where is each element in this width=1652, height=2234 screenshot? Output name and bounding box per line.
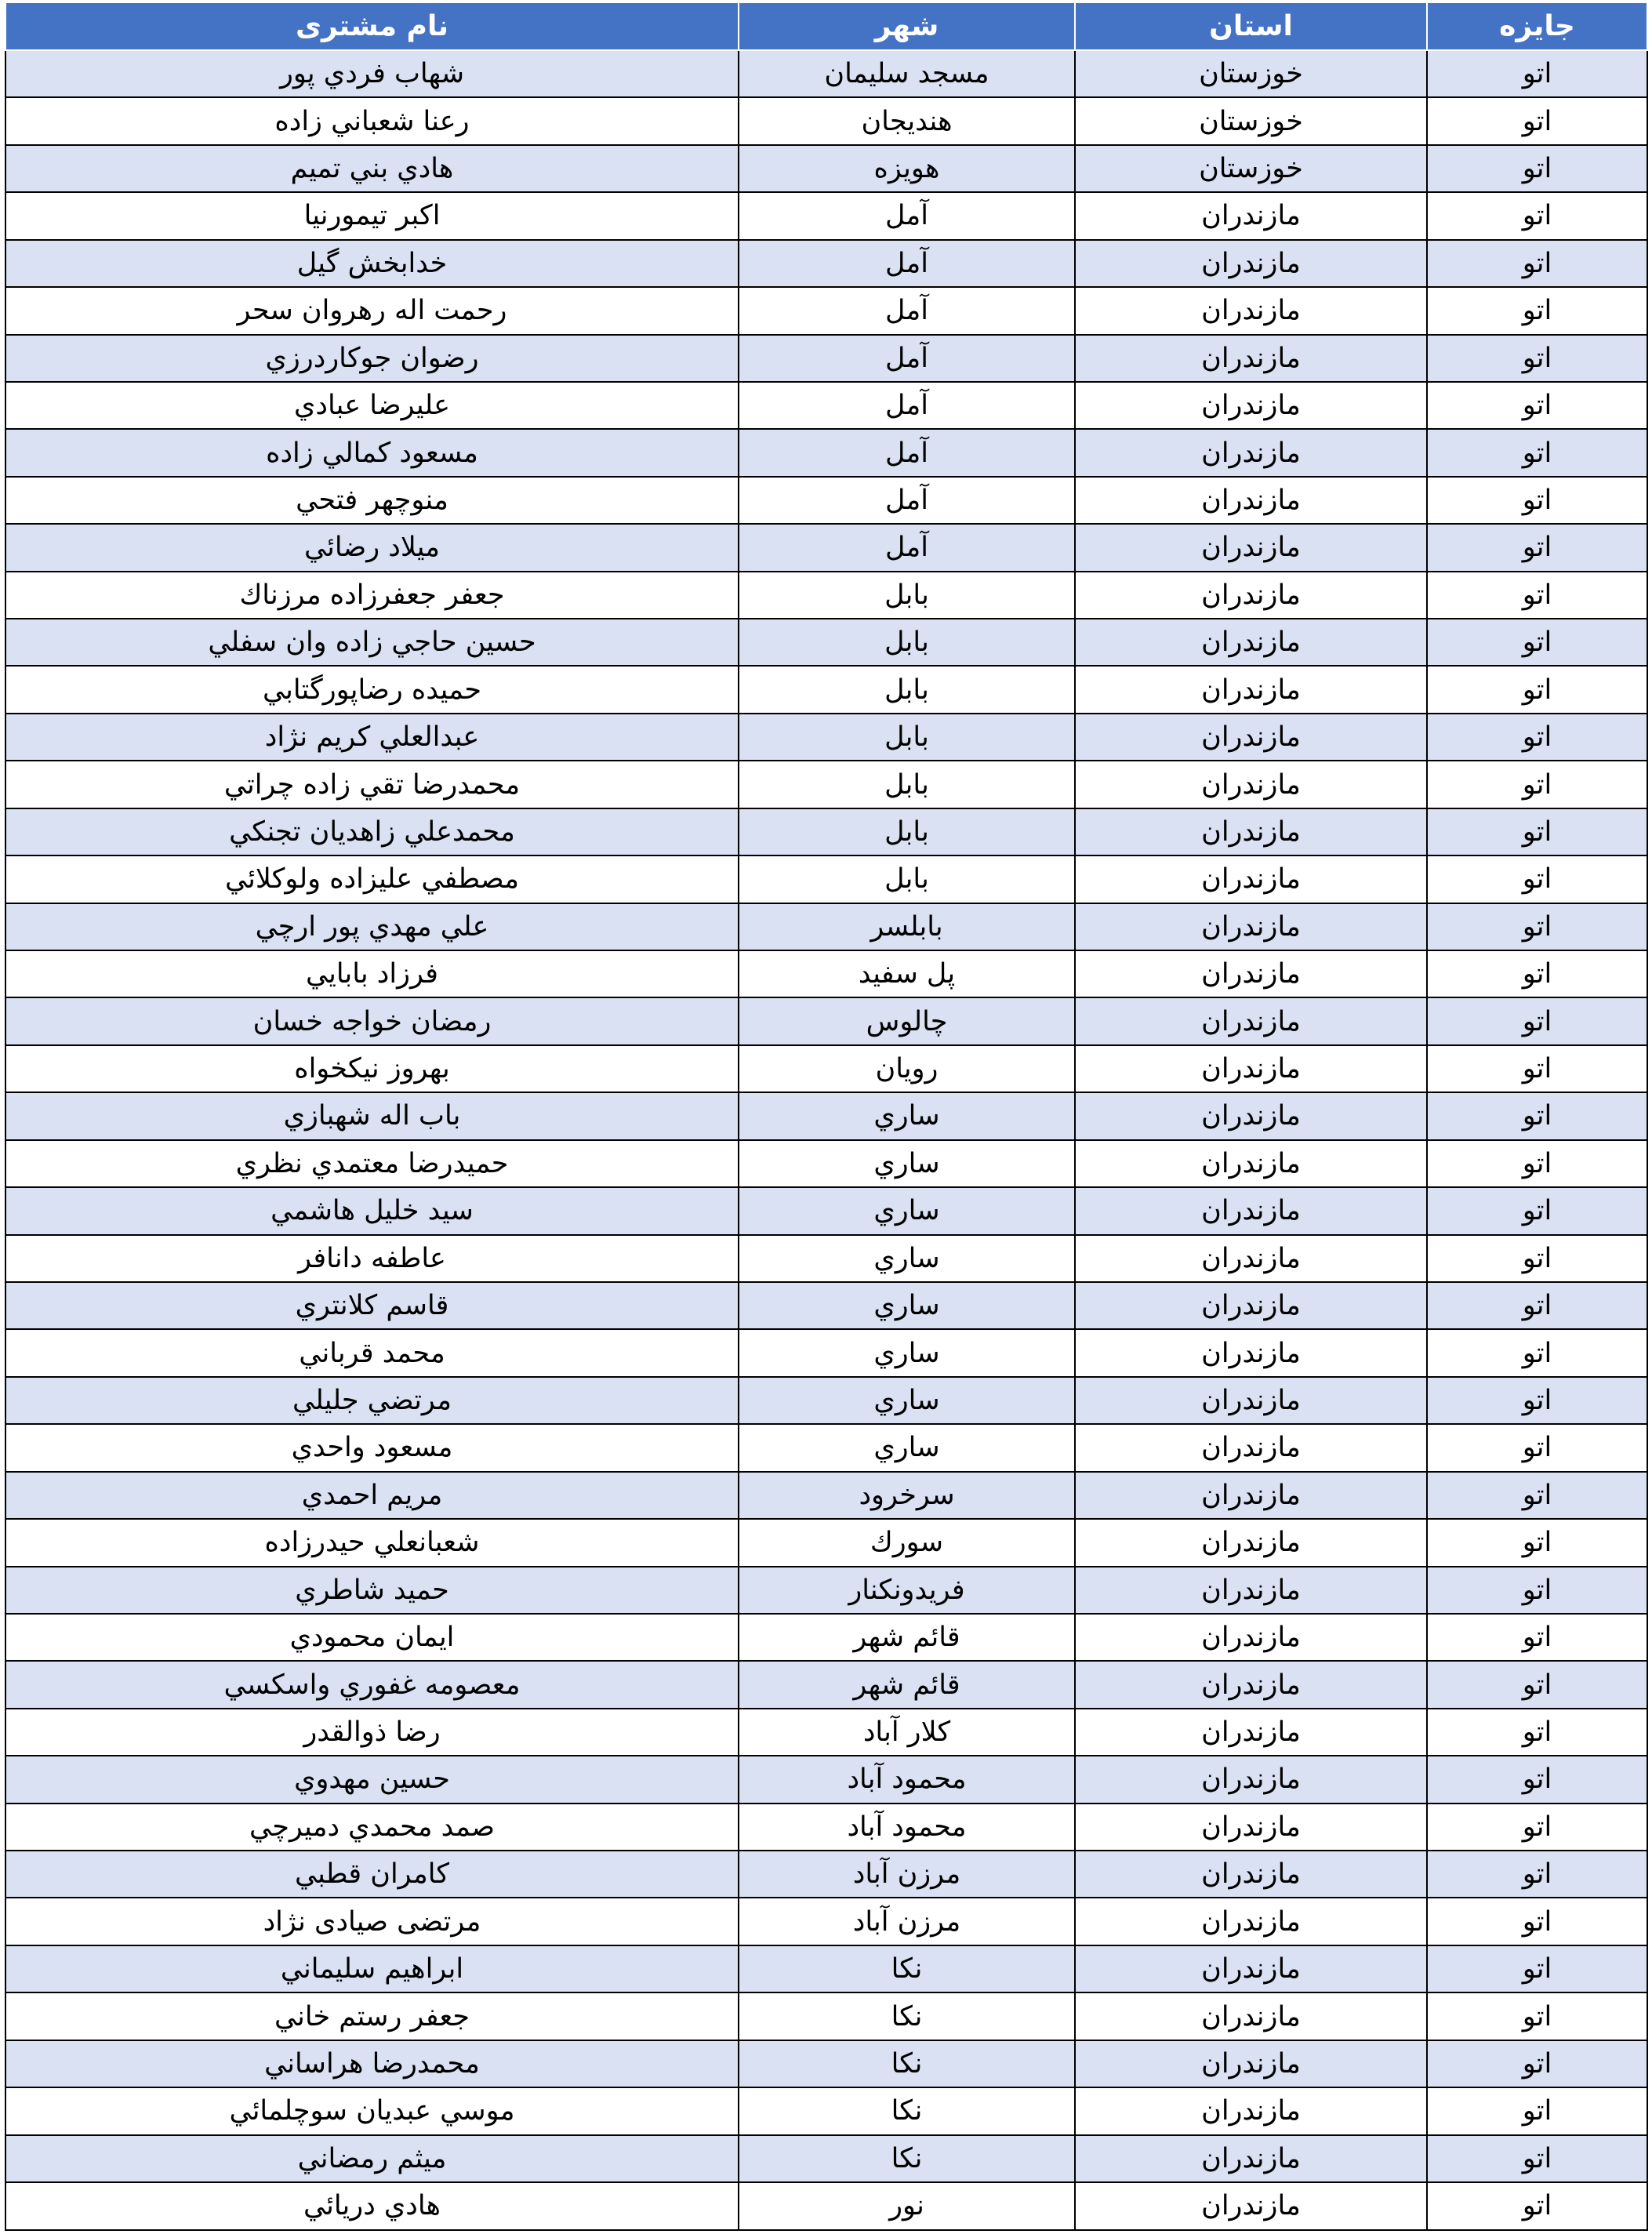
cell-province: خوزستان [1075, 50, 1427, 97]
cell-province: مازندران [1075, 572, 1427, 619]
cell-city: آمل [739, 429, 1075, 476]
cell-city: نكا [739, 2087, 1075, 2134]
cell-province: مازندران [1075, 903, 1427, 950]
header-row [5, 2, 1647, 50]
cell-city: ساري [739, 1329, 1075, 1376]
winners-table [5, 2, 1648, 2231]
cell-customer: هادي بني تميم [5, 145, 739, 192]
cell-customer: حميده رضاپورگتابي [5, 666, 739, 713]
table-row [5, 287, 1647, 334]
cell-city: مسجد سليمان [739, 50, 1075, 97]
cell-prize: اتو [1427, 1519, 1647, 1566]
table-row [5, 477, 1647, 524]
cell-province: مازندران [1075, 429, 1427, 476]
cell-customer: حسين مهدوي [5, 1756, 739, 1803]
cell-city: نور [739, 2182, 1075, 2230]
cell-province: مازندران [1075, 1709, 1427, 1756]
cell-province: مازندران [1075, 524, 1427, 571]
cell-customer: قاسم كلانتري [5, 1282, 739, 1329]
table-row [5, 1661, 1647, 1708]
cell-prize: اتو [1427, 1187, 1647, 1234]
cell-prize: اتو [1427, 808, 1647, 855]
table-row [5, 1424, 1647, 1471]
cell-customer: جعفر جعفرزاده مرزناك [5, 572, 739, 619]
cell-customer: رعنا شعباني زاده [5, 97, 739, 144]
cell-prize: اتو [1427, 477, 1647, 524]
cell-city: سورك [739, 1519, 1075, 1566]
cell-province: مازندران [1075, 2182, 1427, 2230]
cell-province: مازندران [1075, 192, 1427, 239]
cell-prize: اتو [1427, 429, 1647, 476]
header-customer: نام مشتری [5, 2, 739, 50]
cell-province: مازندران [1075, 666, 1427, 713]
cell-prize: اتو [1427, 1804, 1647, 1851]
table-row [5, 1614, 1647, 1661]
table-row [5, 1945, 1647, 1992]
cell-city: چالوس [739, 997, 1075, 1044]
cell-city: ساري [739, 1282, 1075, 1329]
cell-city: بابل [739, 714, 1075, 761]
cell-province: مازندران [1075, 1519, 1427, 1566]
cell-prize: اتو [1427, 1567, 1647, 1614]
cell-province: خوزستان [1075, 97, 1427, 144]
cell-customer: حسين حاجي زاده وان سفلي [5, 619, 739, 666]
cell-customer: عبدالعلي كريم نژاد [5, 714, 739, 761]
table-row [5, 1851, 1647, 1898]
cell-customer: عاطفه دانافر [5, 1235, 739, 1282]
cell-province: مازندران [1075, 1472, 1427, 1519]
cell-city: نكا [739, 1945, 1075, 1992]
cell-customer: علي مهدي پور ارچي [5, 903, 739, 950]
cell-province: مازندران [1075, 2135, 1427, 2182]
cell-customer: خدابخش گيل [5, 240, 739, 287]
table-row [5, 1282, 1647, 1329]
cell-city: هويزه [739, 145, 1075, 192]
cell-prize: اتو [1427, 524, 1647, 571]
cell-province: مازندران [1075, 1424, 1427, 1471]
cell-customer: ايمان محمودي [5, 1614, 739, 1661]
cell-city: ساري [739, 1377, 1075, 1424]
cell-customer: مرتضی صیادی نژاد [5, 1898, 739, 1945]
table-row [5, 1235, 1647, 1282]
cell-customer: محمد قرباني [5, 1329, 739, 1376]
table-row [5, 1140, 1647, 1187]
cell-province: مازندران [1075, 1804, 1427, 1851]
cell-province: مازندران [1075, 2040, 1427, 2087]
cell-prize: اتو [1427, 335, 1647, 382]
cell-city: ساري [739, 1424, 1075, 1471]
cell-customer: هادي دريائي [5, 2182, 739, 2230]
cell-city: بابل [739, 855, 1075, 903]
cell-city: محمود آباد [739, 1804, 1075, 1851]
cell-customer: مسعود واحدي [5, 1424, 739, 1471]
cell-province: مازندران [1075, 1282, 1427, 1329]
cell-customer: رحمت اله رهروان سحر [5, 287, 739, 334]
cell-customer: بهروز نيكخواه [5, 1045, 739, 1092]
cell-prize: اتو [1427, 1898, 1647, 1945]
cell-province: مازندران [1075, 335, 1427, 382]
cell-prize: اتو [1427, 1282, 1647, 1329]
cell-province: مازندران [1075, 1140, 1427, 1187]
cell-province: مازندران [1075, 950, 1427, 997]
cell-province: مازندران [1075, 2087, 1427, 2134]
cell-city: آمل [739, 192, 1075, 239]
table-row [5, 1709, 1647, 1756]
table-row [5, 1898, 1647, 1945]
cell-city: بابلسر [739, 903, 1075, 950]
cell-province: مازندران [1075, 1567, 1427, 1614]
table-row [5, 1377, 1647, 1424]
cell-prize: اتو [1427, 855, 1647, 903]
cell-province: مازندران [1075, 382, 1427, 429]
cell-customer: ميثم رمضاني [5, 2135, 739, 2182]
cell-province: مازندران [1075, 808, 1427, 855]
table-row [5, 808, 1647, 855]
cell-province: مازندران [1075, 240, 1427, 287]
cell-province: مازندران [1075, 714, 1427, 761]
cell-customer: شهاب فردي پور [5, 50, 739, 97]
cell-city: آمل [739, 524, 1075, 571]
cell-city: بابل [739, 666, 1075, 713]
cell-city: آمل [739, 477, 1075, 524]
table-row [5, 429, 1647, 476]
cell-customer: ابراهيم سليماني [5, 1945, 739, 1992]
cell-customer: رضا ذوالقدر [5, 1709, 739, 1756]
cell-customer: محمدرضا هراساني [5, 2040, 739, 2087]
table-row [5, 1519, 1647, 1566]
table-row [5, 950, 1647, 997]
cell-prize: اتو [1427, 1377, 1647, 1424]
cell-prize: اتو [1427, 1709, 1647, 1756]
table-row [5, 1045, 1647, 1092]
cell-prize: اتو [1427, 2182, 1647, 2230]
cell-prize: اتو [1427, 2040, 1647, 2087]
cell-city: بابل [739, 761, 1075, 808]
table-row [5, 903, 1647, 950]
cell-prize: اتو [1427, 240, 1647, 287]
cell-prize: اتو [1427, 903, 1647, 950]
cell-city: بابل [739, 619, 1075, 666]
cell-province: مازندران [1075, 287, 1427, 334]
cell-prize: اتو [1427, 1329, 1647, 1376]
cell-customer: حميدرضا معتمدي نظري [5, 1140, 739, 1187]
table-row [5, 2040, 1647, 2087]
cell-city: كلار آباد [739, 1709, 1075, 1756]
cell-prize: اتو [1427, 572, 1647, 619]
table-row [5, 666, 1647, 713]
cell-city: بابل [739, 572, 1075, 619]
cell-prize: اتو [1427, 1945, 1647, 1992]
cell-prize: اتو [1427, 1851, 1647, 1898]
cell-customer: مرتضي جليلي [5, 1377, 739, 1424]
header-province: استان [1075, 2, 1427, 50]
cell-city: آمل [739, 240, 1075, 287]
cell-customer: جعفر رستم خاني [5, 1992, 739, 2040]
table-row [5, 240, 1647, 287]
cell-customer: مريم احمدي [5, 1472, 739, 1519]
cell-customer: عليرضا عبادي [5, 382, 739, 429]
cell-customer: رمضان خواجه خسان [5, 997, 739, 1044]
table-row [5, 714, 1647, 761]
table-row [5, 1804, 1647, 1851]
cell-city: آمل [739, 287, 1075, 334]
cell-prize: اتو [1427, 382, 1647, 429]
cell-prize: اتو [1427, 192, 1647, 239]
cell-customer: محمدعلي زاهديان تجنكي [5, 808, 739, 855]
cell-city: فريدونكنار [739, 1567, 1075, 1614]
cell-customer: موسي عبديان سوچلمائي [5, 2087, 739, 2134]
cell-customer: اكبر تيمورنيا [5, 192, 739, 239]
cell-city: هنديجان [739, 97, 1075, 144]
cell-prize: اتو [1427, 1235, 1647, 1282]
cell-customer: رضوان جوكاردرزي [5, 335, 739, 382]
table-row [5, 335, 1647, 382]
cell-prize: اتو [1427, 1424, 1647, 1471]
table-row [5, 1092, 1647, 1139]
cell-city: قائم شهر [739, 1614, 1075, 1661]
table-row [5, 1756, 1647, 1803]
cell-province: مازندران [1075, 761, 1427, 808]
cell-city: بابل [739, 808, 1075, 855]
header-prize: جایزه [1427, 2, 1647, 50]
cell-province: مازندران [1075, 1945, 1427, 1992]
table-row [5, 97, 1647, 144]
table-row [5, 1472, 1647, 1519]
cell-city: رويان [739, 1045, 1075, 1092]
table-row [5, 50, 1647, 97]
cell-customer: حميد شاطري [5, 1567, 739, 1614]
cell-city: مرزن آباد [739, 1851, 1075, 1898]
cell-province: مازندران [1075, 855, 1427, 903]
cell-city: ساري [739, 1092, 1075, 1139]
cell-province: مازندران [1075, 1092, 1427, 1139]
cell-province: مازندران [1075, 1045, 1427, 1092]
cell-customer: ميلاد رضائي [5, 524, 739, 571]
cell-prize: اتو [1427, 950, 1647, 997]
cell-customer: مسعود كمالي زاده [5, 429, 739, 476]
cell-prize: اتو [1427, 1472, 1647, 1519]
cell-city: سرخرود [739, 1472, 1075, 1519]
cell-prize: اتو [1427, 1045, 1647, 1092]
cell-prize: اتو [1427, 619, 1647, 666]
cell-prize: اتو [1427, 997, 1647, 1044]
cell-prize: اتو [1427, 761, 1647, 808]
cell-prize: اتو [1427, 97, 1647, 144]
table-row [5, 524, 1647, 571]
table-row [5, 2087, 1647, 2134]
cell-city: آمل [739, 335, 1075, 382]
cell-customer: معصومه غفوري واسكسي [5, 1661, 739, 1708]
cell-prize: اتو [1427, 50, 1647, 97]
cell-province: مازندران [1075, 477, 1427, 524]
cell-province: مازندران [1075, 1898, 1427, 1945]
cell-prize: اتو [1427, 714, 1647, 761]
cell-province: مازندران [1075, 1614, 1427, 1661]
cell-prize: اتو [1427, 1092, 1647, 1139]
cell-city: نكا [739, 2135, 1075, 2182]
cell-province: مازندران [1075, 1756, 1427, 1803]
cell-city: پل سفيد [739, 950, 1075, 997]
cell-city: ساري [739, 1235, 1075, 1282]
cell-city: نكا [739, 2040, 1075, 2087]
table-row [5, 761, 1647, 808]
cell-province: مازندران [1075, 1992, 1427, 2040]
table-row [5, 2182, 1647, 2230]
cell-city: آمل [739, 382, 1075, 429]
cell-prize: اتو [1427, 2087, 1647, 2134]
table-row [5, 572, 1647, 619]
cell-prize: اتو [1427, 287, 1647, 334]
table-row [5, 619, 1647, 666]
cell-province: مازندران [1075, 619, 1427, 666]
cell-prize: اتو [1427, 1992, 1647, 2040]
cell-customer: صمد محمدي دميرچي [5, 1804, 739, 1851]
cell-city: ساري [739, 1140, 1075, 1187]
cell-city: ساري [739, 1187, 1075, 1234]
cell-province: مازندران [1075, 1235, 1427, 1282]
cell-prize: اتو [1427, 2135, 1647, 2182]
table-row [5, 997, 1647, 1044]
header-city: شهر [739, 2, 1075, 50]
cell-customer: شعبانعلي حيدرزاده [5, 1519, 739, 1566]
cell-prize: اتو [1427, 666, 1647, 713]
table-row [5, 1187, 1647, 1234]
cell-province: مازندران [1075, 1377, 1427, 1424]
table-row [5, 192, 1647, 239]
cell-city: قائم شهر [739, 1661, 1075, 1708]
cell-province: مازندران [1075, 1329, 1427, 1376]
table-row [5, 1329, 1647, 1376]
cell-prize: اتو [1427, 145, 1647, 192]
table-row [5, 382, 1647, 429]
table-row [5, 1992, 1647, 2040]
cell-customer: سيد خليل هاشمي [5, 1187, 739, 1234]
cell-prize: اتو [1427, 1661, 1647, 1708]
cell-city: نكا [739, 1992, 1075, 2040]
cell-customer: باب اله شهبازي [5, 1092, 739, 1139]
cell-city: محمود آباد [739, 1756, 1075, 1803]
cell-prize: اتو [1427, 1140, 1647, 1187]
cell-province: خوزستان [1075, 145, 1427, 192]
cell-customer: منوچهر فتحي [5, 477, 739, 524]
cell-province: مازندران [1075, 997, 1427, 1044]
cell-customer: محمدرضا تقي زاده چراتي [5, 761, 739, 808]
cell-province: مازندران [1075, 1851, 1427, 1898]
cell-city: مرزن آباد [739, 1898, 1075, 1945]
cell-province: مازندران [1075, 1187, 1427, 1234]
table-row [5, 2135, 1647, 2182]
cell-customer: كامران قطبي [5, 1851, 739, 1898]
table-row [5, 145, 1647, 192]
cell-customer: مصطفي عليزاده ولوكلائي [5, 855, 739, 903]
cell-prize: اتو [1427, 1756, 1647, 1803]
cell-prize: اتو [1427, 1614, 1647, 1661]
cell-province: مازندران [1075, 1661, 1427, 1708]
cell-customer: فرزاد بابايي [5, 950, 739, 997]
table-row [5, 855, 1647, 903]
table-row [5, 1567, 1647, 1614]
